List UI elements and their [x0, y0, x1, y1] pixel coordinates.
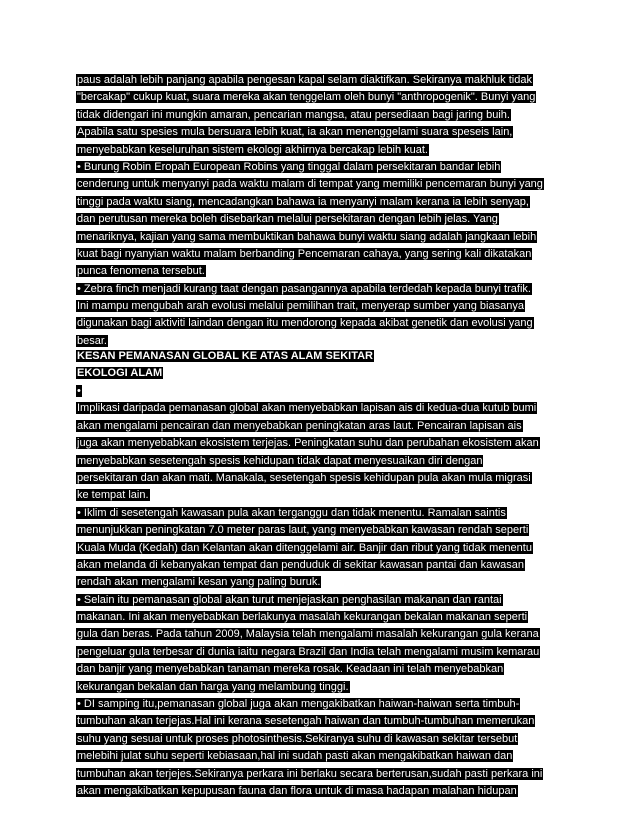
highlighted-text: dan banjir yang menyebabkan tanaman mereka rosak. Keadaan ini telah menyebabkan [77, 663, 504, 676]
highlighted-text: persekitaran dan akan mati. Manakala, sesetengah spesis kehidupan pula akan mula migrasi [77, 471, 531, 484]
text-line [76, 557, 566, 574]
highlighted-text: tinggi pada waktu siang, mencadangkan bahawa ia menyanyi malam kerana ia lebih senyap, [77, 195, 529, 208]
text-line [76, 661, 566, 678]
text-line [76, 124, 566, 141]
text-line [76, 592, 566, 609]
highlighted-text: kuat bagi nyanyian waktu malam berbanding Pencemaran cahaya, yang sering kali dikatakan [77, 247, 532, 260]
highlighted-text: juga akan menyebabkan ekosistem terjejas. Peningkatan suhu dan perubahan ekosistem akan [77, 437, 539, 450]
highlighted-text: menyebabkan keseluruhan sistem ekologi akhirnya bercakap lebih kuat. [77, 143, 428, 156]
text-line [76, 159, 566, 176]
highlighted-text: "bercakap" cukup kuat, suara mereka akan tenggelam oleh bunyi "anthropogenik". Bunyi yang [77, 91, 536, 104]
highlighted-text: suhu yang sesuai untuk proses photosinthesis.Sekiranya suhu di kawasan sekitar tersebut [77, 732, 518, 745]
text-line [76, 72, 566, 89]
text-line [76, 418, 566, 435]
paragraph-noise-pollution-effects [76, 72, 566, 350]
highlighted-text: akan mengalami pencairan dan menyebabkan peningkatan aras laut. Pencairan lapisan ais [77, 419, 522, 432]
text-line [76, 298, 566, 315]
text-line [76, 263, 566, 280]
highlighted-text: • Zebra finch menjadi kurang taat dengan pasangannya apabila terdedah kepada bunyi trafik. [77, 282, 531, 295]
highlighted-text: menunjukkan peningkatan 7.0 meter paras laut, yang menyebabkan kawasan rendah seperti [77, 524, 529, 537]
text-line [76, 783, 566, 800]
highlighted-text: digunakan bagi aktiviti laindan dengan itu mendorong kepada akibat genetik dan evolusi yang [77, 317, 533, 330]
text-line [76, 400, 566, 417]
paragraph-global-warming-effects [76, 383, 566, 800]
highlighted-text: rendah akan mengalami kesan yang paling buruk. [77, 576, 321, 589]
text-line [76, 453, 566, 470]
text-line [76, 89, 566, 106]
highlighted-text: • [77, 385, 81, 397]
text-line [76, 609, 566, 626]
highlighted-text: • Selain itu pemanasan global akan turut menjejaskan penghasilan makanan dan rantai [77, 593, 502, 606]
highlighted-text: tidak didengari ini mungkin amaran, pencarian mangsa, atau persediaan bagi jaring buih. [77, 108, 510, 121]
highlighted-text: kekurangan bekalan dan harga yang melambung tinggi. [77, 680, 349, 693]
text-line [76, 487, 566, 504]
text-line [76, 626, 566, 643]
text-line [76, 365, 566, 382]
text-line [76, 142, 566, 159]
text-line [76, 315, 566, 332]
highlighted-text: menariknya, kajian yang sama membuktikan bahawa bunyi waktu siang adalah jangkaan lebih [77, 230, 537, 243]
text-line [76, 644, 566, 661]
text-line [76, 540, 566, 557]
highlighted-text: cenderung untuk menyanyi pada waktu malam di tempat yang memiliki pencemaran bunyi yang [77, 178, 543, 191]
highlighted-text: tumbuhan akan terjejes.Sekiranya perkara ini berlaku secara berterusan,sudah pasti perkara ini [77, 767, 543, 780]
highlighted-text: melebihi julat suhu seperti kebiasaan,hal ini sudah pasti akan mengakibatkan haiwan dan [77, 750, 513, 763]
highlighted-text: pengeluar gula terbesar di dunia iaitu negara Brazil dan India telah mengalami musim kemarau [77, 645, 540, 658]
text-line [76, 696, 566, 713]
text-line [76, 766, 566, 783]
highlighted-text: akan mengakibatkan kepupusan fauna dan flora untuk di masa hadapan malahan hidupan [77, 784, 517, 797]
highlighted-text: • DI samping itu,pemanasan global juga akan mengakibatkan haiwan-haiwan serta timbuh- [77, 698, 520, 711]
text-line [76, 679, 566, 696]
highlighted-text: • Burung Robin Eropah European Robins yang tinggal dalam persekitaran bandar lebih [77, 160, 501, 173]
highlighted-text: gula dan beras. Pada tahun 2009, Malaysia telah mengalami masalah kekurangan gula kerana [77, 628, 539, 641]
highlighted-text: menyebabkan sesetengah spesis kehidupan tidak dapat menyesuaikan diri dengan [77, 454, 483, 467]
highlighted-text: EKOLOGI ALAM [77, 367, 163, 380]
highlighted-text: Ini mampu mengubah arah evolusi melalui pemilihan trait, menyerap sumber yang biasanya [77, 300, 524, 313]
highlighted-text: ke tempat lain. [77, 489, 149, 502]
text-line [76, 435, 566, 452]
text-line [76, 748, 566, 765]
section-heading [76, 348, 566, 383]
text-line [76, 383, 566, 400]
highlighted-text: punca fenomena tersebut. [77, 265, 205, 278]
text-line [76, 574, 566, 591]
text-line [76, 470, 566, 487]
text-line [76, 731, 566, 748]
text-line [76, 194, 566, 211]
text-line [76, 176, 566, 193]
text-line [76, 522, 566, 539]
text-line [76, 505, 566, 522]
highlighted-text: besar. [77, 334, 107, 347]
text-line [76, 713, 566, 730]
text-line [76, 246, 566, 263]
highlighted-text: paus adalah lebih panjang apabila pengesan kapal selam diaktifkan. Sekiranya makhluk tidak [77, 74, 532, 86]
text-line [76, 281, 566, 298]
highlighted-text: makanan. Ini akan menyebabkan berlakunya masalah kekurangan bekalan makanan seperti [77, 611, 528, 624]
highlighted-text: • Iklim di sesetengah kawasan pula akan terganggu dan tidak menentu. Ramalan saintis [77, 506, 506, 519]
highlighted-text: dan perutusan mereka boleh disebarkan melalui persekitaran dengan lebih jelas. Yang [77, 213, 498, 226]
text-line [76, 348, 566, 365]
text-line [76, 107, 566, 124]
highlighted-text: KESAN PEMANASAN GLOBAL KE ATAS ALAM SEKITAR [77, 350, 373, 362]
text-line [76, 211, 566, 228]
text-line [76, 229, 566, 246]
highlighted-text: Kuala Muda (Kedah) dan Kelantan akan ditenggelami air. Banjir dan ribut yang tidak menentu [77, 541, 532, 554]
highlighted-text: Apabila satu spesies mula bersuara lebih kuat, ia akan menenggelami suara speseis lain, [77, 126, 513, 139]
highlighted-text: akan melanda di kebanyakan tempat dan penduduk di sekitar kawasan pantai dan kawasan [77, 558, 525, 571]
highlighted-text: Implikasi daripada pemanasan global akan menyebabkan lapisan ais di kedua-dua kutub bumi [77, 402, 537, 415]
highlighted-text: tumbuhan akan terjejas.Hal ini kerana sesetengah haiwan dan tumbuh-tumbuhan memerukan [77, 715, 535, 728]
